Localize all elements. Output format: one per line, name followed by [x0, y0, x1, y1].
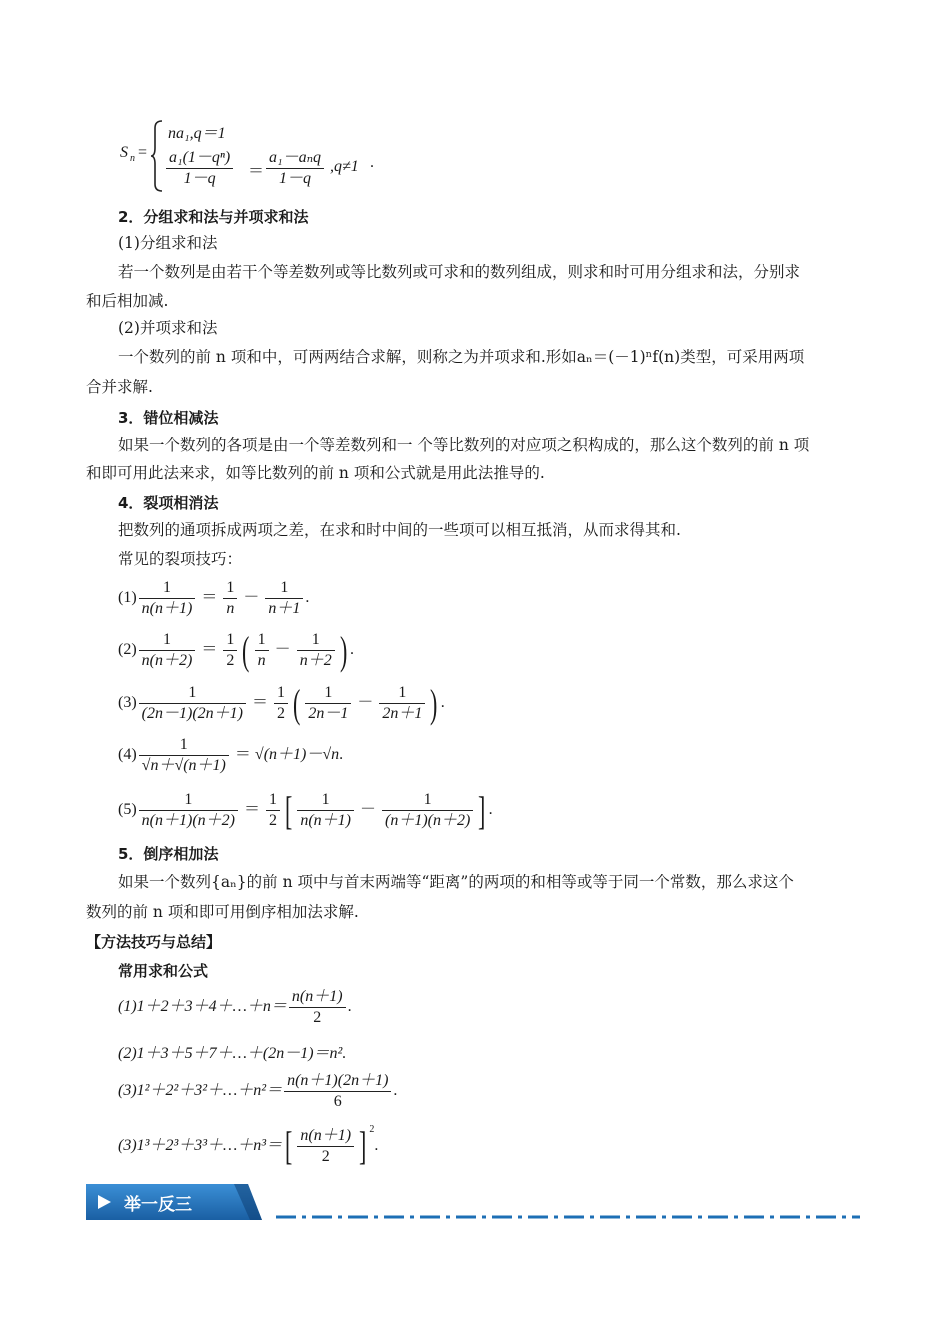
f2-c-den: 2 — [226, 652, 235, 669]
f3-label: (3) — [118, 694, 137, 712]
f3-end: . — [440, 694, 445, 712]
f5-rbracket: ] — [478, 787, 486, 833]
f2-a-den: n — [257, 652, 266, 669]
f1-label: (1) — [118, 589, 137, 607]
f3-a-den: 2n－1 — [308, 705, 349, 722]
split-formula-1 — [118, 578, 309, 619]
sec2-p2-line1: 一个数列的前 n 项和中，可两两结合求解，则称之为并项求和.形如aₙ＝(－1)ⁿf(n)类型，可采用两项 — [118, 348, 805, 366]
f2-end: . — [350, 641, 355, 659]
sec4-title: 4．裂项相消法 — [118, 494, 219, 512]
f5-minus: － — [360, 801, 377, 819]
sn-case2-frac2 — [266, 148, 324, 189]
sec5-title: 5．倒序相加法 — [118, 845, 219, 863]
f3-minus: － — [357, 694, 374, 712]
sum-formula-1 — [118, 987, 352, 1028]
f5-eq: ＝ — [243, 801, 260, 819]
sec2-p2-line2: 合并求解. — [86, 378, 153, 396]
sec5-p-line2: 数列的前 n 项和即可用倒序相加法求解. — [86, 903, 359, 921]
f5-a-num: 1 — [297, 790, 354, 811]
f3-num: 1 — [139, 683, 246, 704]
f5-label: (5) — [118, 801, 137, 819]
f1-minus: － — [243, 589, 260, 607]
f4-eq: ＝ — [234, 746, 251, 764]
sn-case2-tail: ,q≠1 — [330, 158, 359, 175]
f4-label: (4) — [118, 746, 137, 764]
f2-eq: ＝ — [201, 641, 218, 659]
f4-rhs: √(n＋1)－√n — [254, 746, 340, 764]
f2-a-num: 1 — [255, 630, 269, 651]
section-banner — [86, 1184, 262, 1220]
f1-b-num: 1 — [265, 578, 303, 599]
sn-case2-num1: a₁(1－qⁿ) — [166, 148, 233, 169]
sec2-sub2: (2)并项求和法 — [118, 319, 218, 337]
f4-end: . — [339, 746, 344, 764]
f2-c-num: 1 — [223, 630, 237, 651]
f3-c-den: 2 — [277, 705, 285, 722]
sn-end: . — [370, 154, 374, 171]
sn-case2-den2: 1－q — [279, 170, 312, 187]
sn-case2-eq: ＝ — [248, 163, 265, 180]
f5-den: n(n＋1)(n＋2) — [141, 812, 235, 829]
s4-lbracket: [ — [285, 1123, 293, 1169]
f3-a-num: 1 — [305, 683, 351, 704]
f1-eq: ＝ — [201, 589, 218, 607]
f5-b-num: 1 — [382, 790, 473, 811]
f2-rparen: ) — [339, 627, 348, 673]
sec3-title: 3．错位相减法 — [118, 409, 219, 427]
sn-case2-num2: a₁－aₙq — [266, 148, 324, 169]
f3-den: (2n－1)(2n＋1) — [141, 705, 243, 722]
f2-lparen: ( — [242, 627, 250, 673]
split-formula-5 — [118, 787, 493, 833]
f2-den: n(n＋2) — [141, 652, 193, 669]
s4-den: 2 — [321, 1147, 330, 1165]
sn-case2-den1: 1－q — [183, 170, 216, 187]
split-formula-4 — [118, 735, 343, 776]
sum-formula-3 — [118, 1071, 397, 1112]
sn-lhs-sub: n — [130, 153, 135, 164]
f2-minus: － — [274, 641, 291, 659]
sec3-p-line1: 如果一个数列的各项是由一个等差数列和一 个等比数列的对应项之积构成的，那么这个数列的前 n 项 — [118, 436, 810, 454]
f5-b-den: (n＋1)(n＋2) — [385, 812, 471, 829]
sec4-p1: 把数列的通项拆成两项之差，在求和时中间的一些项可以相互抵消，从而求得其和. — [118, 521, 681, 539]
s3-lhs: (3)1²＋2²＋3²＋…＋n²＝ — [118, 1082, 283, 1100]
f5-lbracket: [ — [284, 787, 293, 833]
f2-b-num: 1 — [297, 630, 335, 651]
f2-label: (2) — [118, 641, 137, 659]
s4-end: . — [374, 1137, 379, 1154]
left-brace-icon — [150, 120, 164, 192]
f2-b-den: n＋2 — [299, 652, 332, 669]
s4-power: 2 — [369, 1124, 375, 1135]
summary-subtitle: 常用求和公式 — [118, 962, 209, 980]
sn-case1: na₁,q＝1 — [168, 125, 226, 142]
f5-a-den: n(n＋1) — [300, 812, 351, 829]
f5-c-den: 2 — [269, 812, 277, 829]
f1-num: 1 — [139, 578, 196, 599]
s4-lhs: (3)1³＋2³＋3³＋…＋n³＝ — [118, 1137, 283, 1154]
split-formula-2 — [118, 627, 355, 673]
sn-lhs: S — [120, 144, 128, 161]
f4-num: 1 — [139, 735, 229, 756]
f3-eq: ＝ — [251, 694, 268, 712]
s3-end: . — [393, 1082, 398, 1100]
f3-lparen: ( — [292, 680, 301, 726]
f2-num: 1 — [139, 630, 196, 651]
sec2-sub1: (1)分组求和法 — [118, 234, 218, 252]
f1-a-den: n — [226, 600, 235, 617]
sec2-p1-line1: 若一个数列是由若干个等差数列或等比数列或可求和的数列组成，则求和时可用分组求和法，分别求 — [118, 263, 801, 281]
s3-den: 6 — [333, 1093, 342, 1110]
sec3-p-line2: 和即可用此法来求，如等比数列的前 n 项和公式就是用此法推导的. — [86, 464, 545, 482]
sec5-p-line1: 如果一个数列{aₙ}的前 n 项中与首末两端等“距离”的两项的和相等或等于同一个常数，那么求这个 — [118, 873, 794, 891]
f3-rparen: ) — [430, 680, 438, 726]
s1-lhs: (1)1＋2＋3＋4＋…＋n＝ — [118, 998, 287, 1016]
f3-b-den: 2n＋1 — [382, 705, 423, 722]
f1-a-num: 1 — [223, 578, 237, 599]
sum-formula-4 — [118, 1124, 378, 1167]
f5-end: . — [488, 801, 493, 819]
sec4-p2: 常见的裂项技巧： — [118, 550, 243, 568]
split-formula-3 — [118, 680, 445, 726]
summary-title: 【方法技巧与总结】 — [86, 933, 222, 951]
banner-label: 举一反三 — [124, 1195, 192, 1215]
s3-num: n(n＋1)(2n＋1) — [284, 1071, 391, 1092]
s1-num: n(n＋1) — [289, 987, 346, 1008]
sn-case2-frac1 — [166, 148, 233, 189]
f1-b-den: n＋1 — [268, 600, 301, 617]
sum-formula-2 — [118, 1040, 346, 1063]
f3-c-num: 1 — [274, 683, 288, 704]
s1-end: . — [347, 998, 352, 1016]
f5-num: 1 — [139, 790, 238, 811]
dashed-divider — [276, 1215, 860, 1219]
f3-b-num: 1 — [379, 683, 425, 704]
s1-den: 2 — [313, 1009, 322, 1026]
sn-eq: = — [138, 144, 148, 161]
f1-den: n(n＋1) — [141, 600, 193, 617]
sec2-title: 2．分组求和法与并项求和法 — [118, 208, 309, 226]
s4-num: n(n＋1) — [297, 1126, 354, 1147]
s4-rbracket: ] — [359, 1123, 367, 1169]
f1-end: . — [305, 589, 310, 607]
play-arrow-icon — [96, 1194, 112, 1210]
f5-c-num: 1 — [266, 790, 280, 811]
f4-den: √n＋√(n＋1) — [141, 757, 226, 774]
s2-text: (2)1＋3＋5＋7＋…＋(2n－1)＝n². — [118, 1045, 347, 1062]
sec2-p1-line2: 和后相加减. — [86, 292, 169, 310]
